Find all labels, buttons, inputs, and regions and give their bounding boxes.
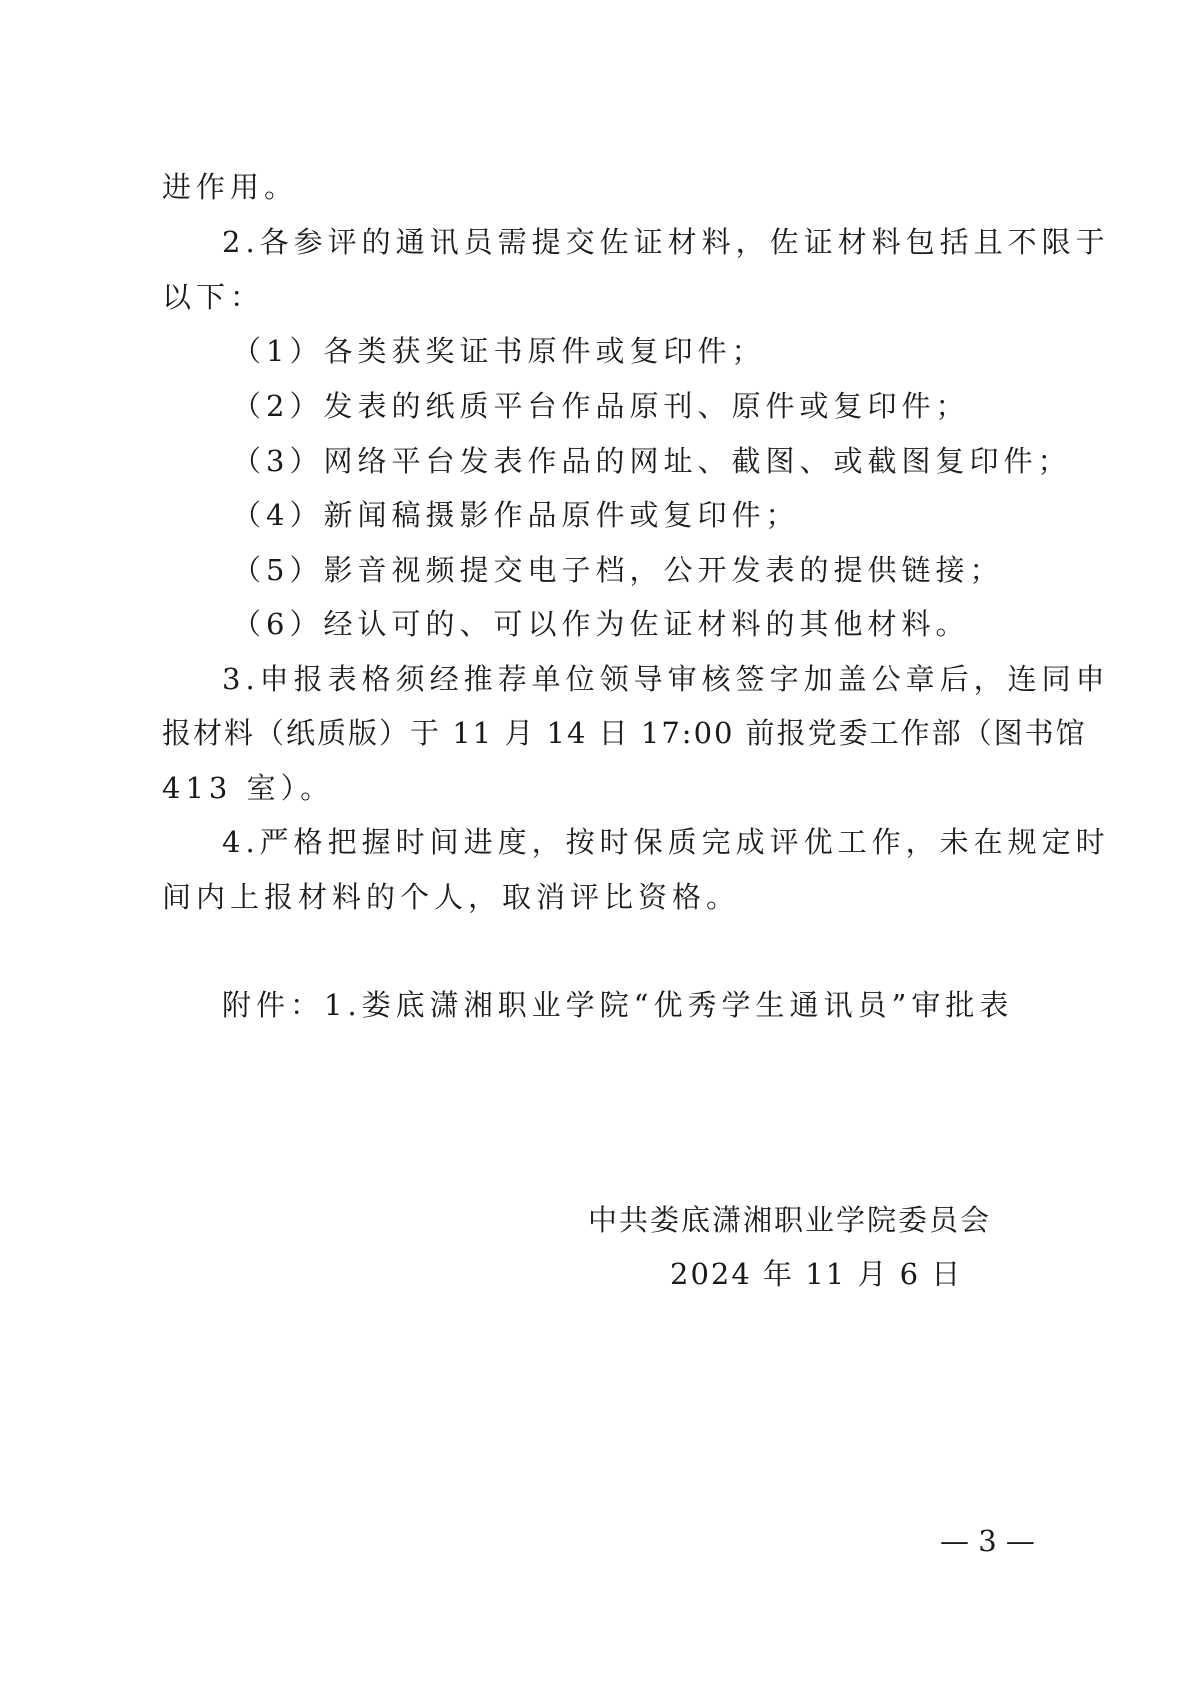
- signature-organization: 中共娄底潇湘职业学院委员会: [588, 1203, 992, 1237]
- paragraph-1-end: 进作用。: [162, 170, 299, 204]
- paragraph-2-line-2: 以下：: [162, 280, 265, 314]
- page-number: — 3 —: [940, 1524, 1035, 1558]
- list-item: （2）发表的纸质平台作品原刊、原件或复印件；: [232, 389, 970, 423]
- paragraph-4-line-1: 4.严格把握时间进度，按时保质完成评优工作，未在规定时: [222, 825, 1110, 859]
- list-item: （3）网络平台发表作品的网址、截图、或截图复印件；: [232, 444, 1072, 478]
- paragraph-3-line-1: 3.申报表格须经推荐单位领导审核签字加盖公章后，连同申: [222, 662, 1110, 696]
- list-item: （6）经认可的、可以作为佐证材料的其他材料。: [232, 607, 970, 641]
- paragraph-3-line-2: 报材料（纸质版）于 11 月 14 日 17:00 前报党委工作部（图书馆: [162, 716, 1087, 750]
- paragraph-2-line-1: 2.各参评的通讯员需提交佐证材料，佐证材料包括且不限于: [222, 225, 1110, 259]
- attachment-line: 附件：1.娄底潇湘职业学院“优秀学生通讯员”审批表: [222, 988, 1014, 1022]
- paragraph-3-line-3: 413 室）。: [162, 771, 335, 805]
- list-item: （4）新闻稿摄影作品原件或复印件；: [232, 498, 800, 532]
- list-item: （1）各类获奖证书原件或复印件；: [232, 334, 766, 368]
- list-item: （5）影音视频提交电子档，公开发表的提供链接；: [232, 553, 1004, 587]
- paragraph-4-line-2: 间内上报材料的个人，取消评比资格。: [162, 880, 741, 914]
- signature-date: 2024 年 11 月 6 日: [670, 1257, 963, 1291]
